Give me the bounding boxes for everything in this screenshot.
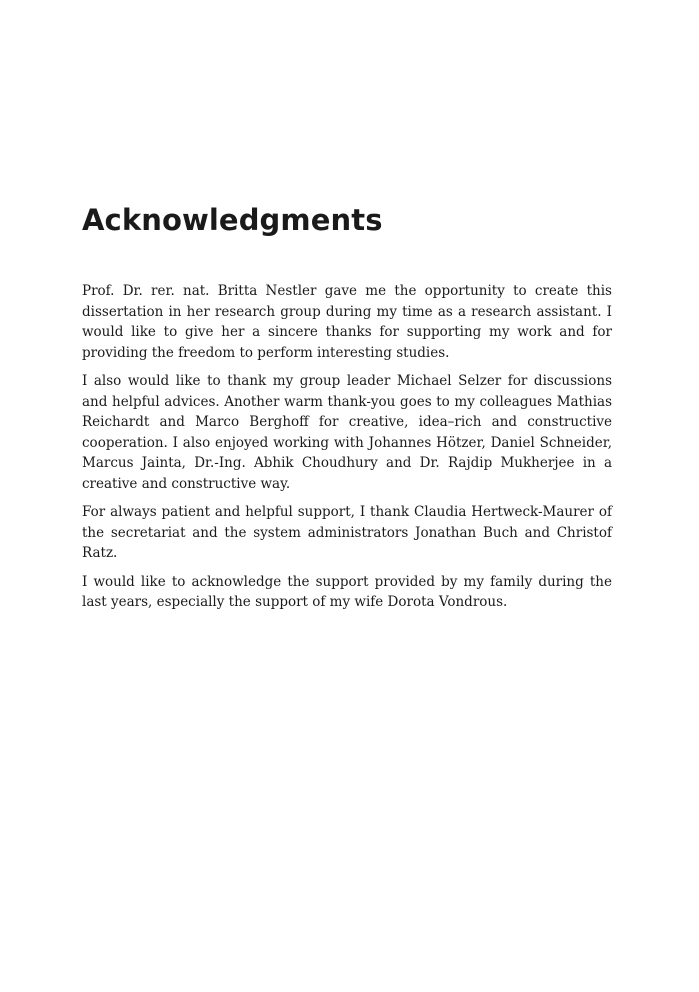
paragraph-colleagues: I also would like to thank my group leader Michael Selzer for discussions and helpful advices. Another warm thank-you goes to my colleagues Mathias Reichardt and Marco Berghoff for creative, idea–rich and constructive cooperation. I also enjoyed working with Johannes Hötzer, Daniel Schneider, Marcus Jainta, Dr.-Ing. Abhik Choudhury and Dr. Rajdip Mukherjee in a creative and constructive way. bbox=[82, 373, 612, 492]
acknowledgments-body bbox=[82, 281, 612, 613]
paragraph-supervisor: Prof. Dr. rer. nat. Britta Nestler gave me the opportunity to create this dissertation in her research group during my time as a research assistant. I would like to give her a sincere thanks for supporting my work and for providing the freedom to perform interesting studies. bbox=[82, 283, 612, 361]
paragraph-family: I would like to acknowledge the support provided by my family during the last years, especially the support of my wife Dorota Vondrous. bbox=[82, 573, 612, 610]
chapter-title: Acknowledgments bbox=[82, 203, 383, 237]
paragraph-support-staff: For always patient and helpful support, I thank Claudia Hertweck-Maurer of the secretariat and the system administrators Jonathan Buch and Christof Ratz. bbox=[82, 504, 612, 561]
